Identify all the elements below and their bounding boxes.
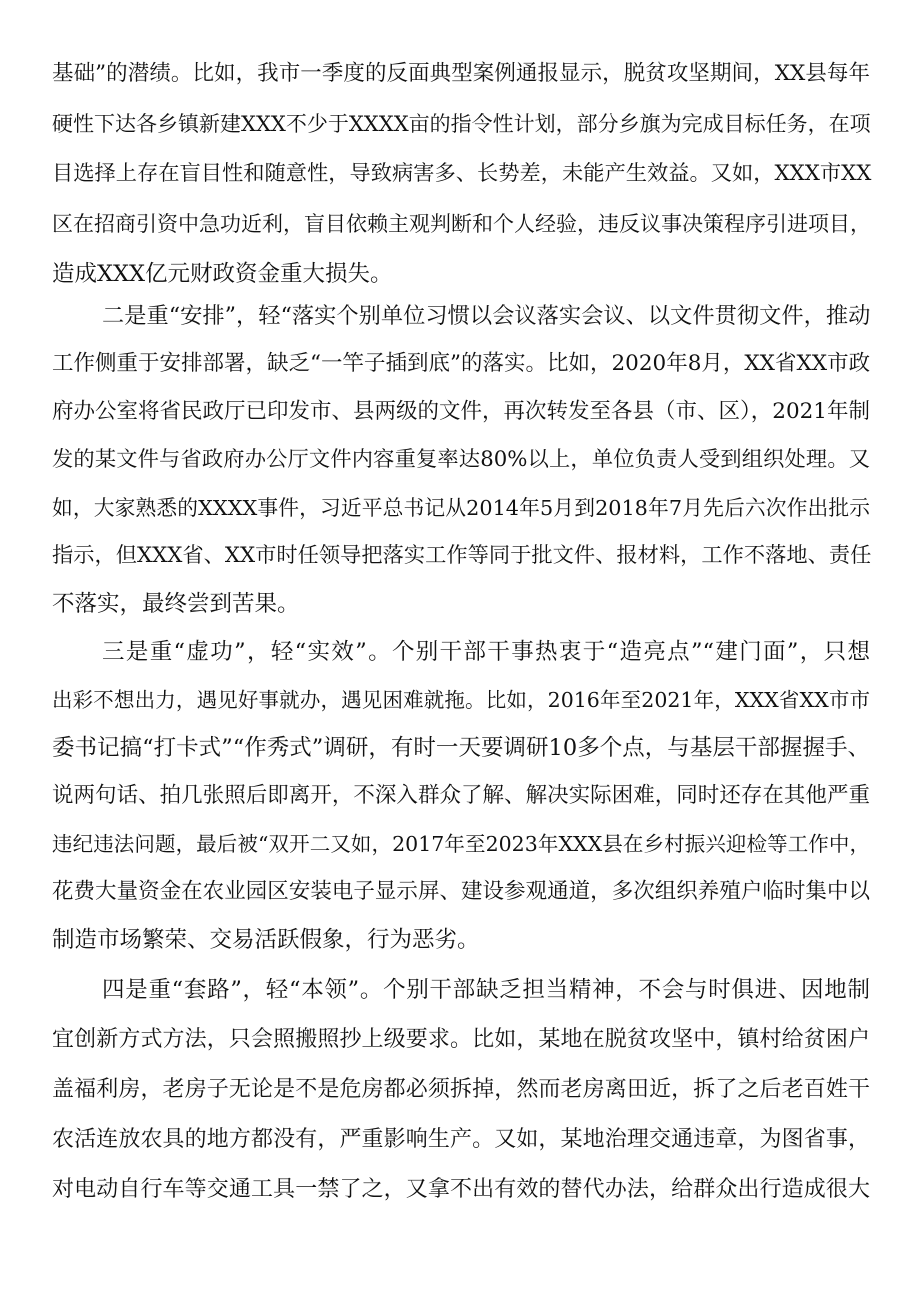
text-line: 三是重“虚功”，轻“实效”。个别干部干事热衷于“造亮点”“建门面”，只想 bbox=[102, 639, 870, 665]
text-line: 对电动自行车等交通工具一禁了之，又拿不出有效的替代办法，给群众出行造成很大 bbox=[52, 1177, 870, 1202]
text-line: 府办公室将省民政厅已印发市、县两级的文件，再次转发至各县（市、区），2021年制 bbox=[52, 399, 870, 424]
text-line: 四是重“套路”，轻“本领”。个别干部缺乏担当精神，不会与时俱进、因地制 bbox=[102, 977, 870, 1003]
text-line: 区在招商引资中急功近利，盲目依赖主观判断和个人经验，违反议事决策程序引进项目， bbox=[52, 212, 871, 236]
text-line: 违纪违法问题，最后被“双开二又如，2017年至2023年XXX县在乡村振兴迎检等工作中， bbox=[52, 832, 870, 856]
text-line: 工作侧重于安排部署，缺乏“一竿子插到底”的落实。比如，2020年8月，XX省XX市政 bbox=[52, 351, 871, 376]
text-line: 如，大家熟悉的XXXX事件，习近平总书记从2014年5月到2018年7月先后六次作出批示 bbox=[52, 496, 870, 520]
text-line: 二是重“安排”，轻“落实个别单位习惯以会议落实会议、以文件贯彻文件，推动 bbox=[102, 303, 871, 329]
text-line: 指示，但XXX省、XX市时任领导把落实工作等同于批文件、报材料，工作不落地、责任 bbox=[52, 543, 872, 568]
text-line: 不落实，最终尝到苦果。 bbox=[52, 591, 300, 617]
text-line: 基础”的潜绩。比如，我市一季度的反面典型案例通报显示，脱贫攻坚期间，XX县每年 bbox=[52, 61, 870, 86]
text-line: 宜创新方式方法，只会照搬照抄上级要求。比如，某地在脱贫攻坚中，镇村给贫困户 bbox=[52, 1027, 870, 1052]
text-line: 说两句话、拍几张照后即离开，不深入群众了解、解决实际困难，同时还存在其他严重 bbox=[52, 783, 870, 808]
text-line: 花费大量资金在农业园区安装电子显示屏、建设参观通道，多次组织养殖户临时集中以 bbox=[52, 879, 870, 904]
text-line: 制造市场繁荣、交易活跃假象，行为恶劣。 bbox=[52, 927, 480, 953]
text-line: 农活连放农具的地方都没有，严重影响生产。又如，某地治理交通违章，为图省事， bbox=[52, 1127, 870, 1152]
text-line: 出彩不想出力，遇见好事就办，遇见困难就拖。比如，2016年至2021年，XXX省XX市市 bbox=[52, 688, 870, 712]
text-line: 硬性下达各乡镇新建XXX不少于XXXX亩的指令性计划，部分乡旗为完成目标任务，在项 bbox=[52, 112, 871, 136]
text-line: 造成XXX亿元财政资金重大损失。 bbox=[52, 261, 393, 287]
text-line: 发的某文件与省政府办公厅文件内容重复率达80%以上，单位负责人受到组织处理。又 bbox=[52, 447, 870, 472]
text-line: 委书记搞“打卡式”“作秀式”调研，有时一天要调研10多个点，与基层干部握握手、 bbox=[52, 735, 870, 761]
text-line: 盖福利房，老房子无论是不是危房都必须拆掉，然而老房离田近，拆了之后老百姓干 bbox=[52, 1077, 870, 1102]
text-line: 目选择上存在盲目性和随意性，导致病害多、长势差，未能产生效益。又如，XXX市XX bbox=[52, 161, 872, 186]
